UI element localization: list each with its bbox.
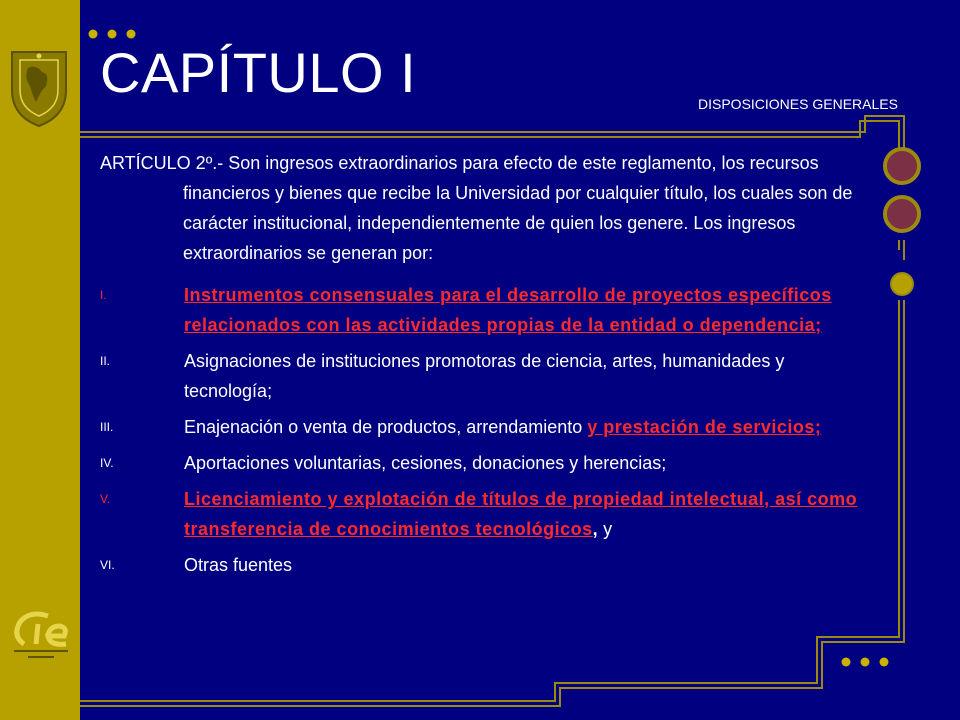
- cie-logo: [8, 608, 74, 664]
- item-text-highlight: y prestación de servicios;: [587, 417, 822, 437]
- item-number: IV.: [100, 456, 114, 470]
- list-item: [100, 484, 862, 544]
- item-number: V.: [100, 492, 111, 506]
- item-comma: ,: [592, 519, 599, 539]
- list-item: [100, 346, 862, 406]
- item-tail: y: [598, 519, 613, 539]
- article-text: ARTÍCULO 2º.- Son ingresos extraordinarios para efecto de este reglamento, los recursos financieros y bienes que recibe la Universidad por cualquier título, los cuales son de carácter institucional, independientemente de quien los genere. Los ingresos extraordinarios se generan por:: [100, 153, 853, 263]
- item-text: Instrumentos consensuales para el desarrollo de proyectos específicos relacionados con las actividades propias de la entidad o dependencia;: [184, 285, 832, 335]
- item-text: Enajenación o venta de productos, arrendamiento: [184, 417, 588, 437]
- item-number: III.: [100, 420, 114, 434]
- slide-subtitle: DISPOSICIONES GENERALES: [698, 96, 898, 112]
- list-item: [100, 550, 862, 580]
- item-text: Aportaciones voluntarias, cesiones, donaciones y herencias;: [184, 453, 667, 473]
- item-text-highlight: Licenciamiento y explotación de títulos de propiedad intelectual, así como transferencia de conocimientos tecnológicos: [184, 489, 858, 539]
- bottom-dots: [842, 658, 889, 667]
- right-circles: [885, 149, 919, 295]
- content-area: [100, 148, 862, 586]
- item-text: Asignaciones de instituciones promotoras de ciencia, artes, humanidades y tecnología;: [184, 351, 785, 401]
- top-dots: [89, 30, 136, 39]
- list-item: [100, 412, 862, 442]
- item-number: II.: [100, 354, 111, 368]
- item-number: VI.: [100, 558, 115, 572]
- item-text: Otras fuentes: [184, 555, 293, 575]
- slide-title: CAPÍTULO I: [100, 41, 417, 104]
- list-item: [100, 280, 862, 340]
- list-item: [100, 448, 862, 478]
- income-sources-list: [100, 280, 862, 580]
- item-number: I.: [100, 288, 107, 302]
- unam-logo: [6, 46, 72, 130]
